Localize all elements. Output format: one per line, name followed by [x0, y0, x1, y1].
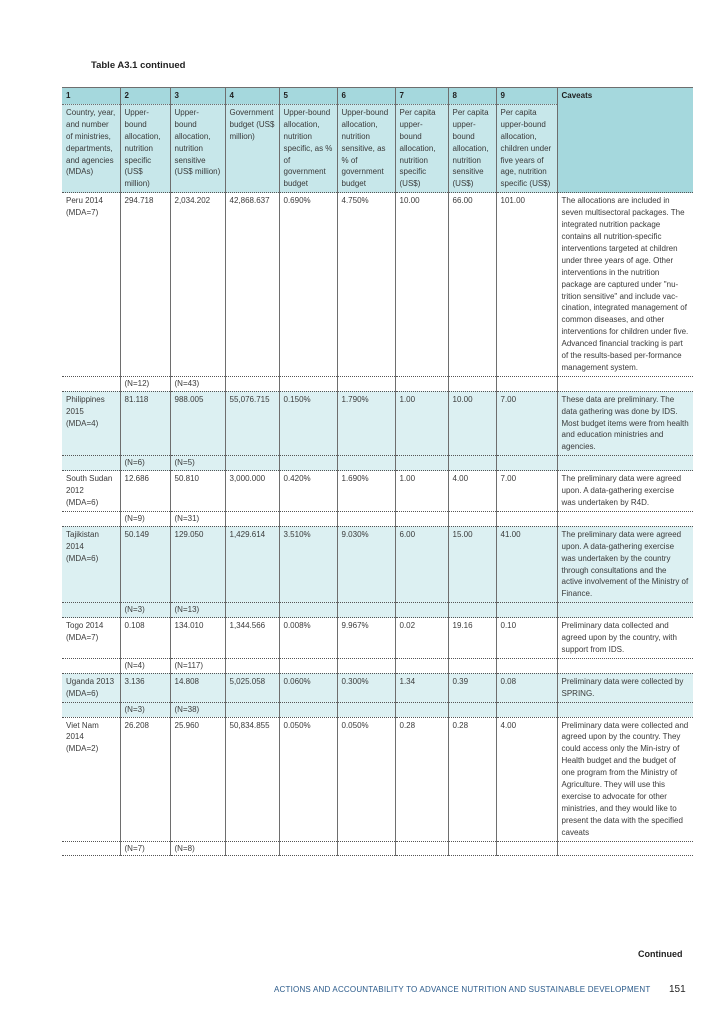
- value-cell: 9.967%: [337, 618, 395, 659]
- column-number: 3: [170, 88, 225, 105]
- value-cell: 81.118: [120, 391, 170, 456]
- value-cell: 0.150%: [279, 391, 337, 456]
- value-cell: 0.08: [496, 673, 557, 702]
- count-cell: (N=6): [120, 456, 170, 471]
- country-cell: Tajikistan 2014 (MDA=6): [62, 526, 120, 602]
- country-cell: Philippines 2015 (MDA=4): [62, 391, 120, 456]
- value-cell: 0.690%: [279, 193, 337, 377]
- count-cell: (N=117): [170, 658, 225, 673]
- value-cell: 1.34: [395, 673, 448, 702]
- country-cell: Viet Nam 2014 (MDA=2): [62, 717, 120, 841]
- value-cell: 4.00: [448, 471, 496, 512]
- caveat-cell: Preliminary data collected and agreed upon by the country, with support from IDS.: [557, 618, 693, 659]
- caveat-cell: The preliminary data were agreed upon. A data-gathering exercise was undertaken by R4D.: [557, 471, 693, 512]
- value-cell: 1,429.614: [225, 526, 279, 602]
- value-cell: 0.28: [395, 717, 448, 841]
- value-cell: 7.00: [496, 391, 557, 456]
- table-row: [62, 471, 693, 512]
- value-cell: 50.810: [170, 471, 225, 512]
- value-cell: 0.420%: [279, 471, 337, 512]
- value-cell: 6.00: [395, 526, 448, 602]
- value-cell: 101.00: [496, 193, 557, 377]
- value-cell: 4.00: [496, 717, 557, 841]
- count-cell: (N=43): [170, 376, 225, 391]
- column-number: 4: [225, 88, 279, 105]
- caveat-cell: The allocations are included in seven multisectoral packages. The integrated nutrition package contains all nutrition-specific interventions targeted at children under three years of age. Other interventions in the nutrition package are captured under "nu-trition sensitive" and include vac-cination, integrated management of common diseases, and other interventions for children under five. Advanced financial tracking is part of the results-based per-formance management system.: [557, 193, 693, 377]
- column-description-row: [62, 104, 693, 192]
- data-table: [62, 87, 693, 856]
- value-cell: 19.16: [448, 618, 496, 659]
- value-cell: 66.00: [448, 193, 496, 377]
- column-number: 7: [395, 88, 448, 105]
- table-row: [62, 618, 693, 659]
- column-number: 1: [62, 88, 120, 105]
- count-row: [62, 376, 693, 391]
- value-cell: 4.750%: [337, 193, 395, 377]
- count-row: [62, 456, 693, 471]
- column-description: Upper-bound allocation, nutrition sensitive, as % of government budget: [337, 104, 395, 192]
- count-cell: (N=9): [120, 511, 170, 526]
- value-cell: 1.790%: [337, 391, 395, 456]
- count-cell: (N=13): [170, 603, 225, 618]
- caveat-cell: Preliminary data were collected and agreed upon by the country. They could access only the Min-istry of Health budget and the budget of one program from the Ministry of Agriculture. They will use this exercise to advocate for other ministries, and they would like to present the data with the specified caveats: [557, 717, 693, 841]
- country-cell: South Sudan 2012 (MDA=6): [62, 471, 120, 512]
- caveats-description: [557, 104, 693, 192]
- column-description: Per capita upper-bound allocation, nutrition sensitive (US$): [448, 104, 496, 192]
- value-cell: 5,025.058: [225, 673, 279, 702]
- column-description: Country, year, and number of ministries, departments, and agencies (MDAs): [62, 104, 120, 192]
- value-cell: 0.28: [448, 717, 496, 841]
- count-cell: (N=3): [120, 603, 170, 618]
- count-cell: (N=12): [120, 376, 170, 391]
- value-cell: 9.030%: [337, 526, 395, 602]
- value-cell: 1.00: [395, 471, 448, 512]
- count-cell: (N=3): [120, 702, 170, 717]
- column-number: 8: [448, 88, 496, 105]
- value-cell: 0.10: [496, 618, 557, 659]
- column-description: Upper-bound allocation, nutrition sensitive (US$ million): [170, 104, 225, 192]
- value-cell: 55,076.715: [225, 391, 279, 456]
- count-row: [62, 658, 693, 673]
- column-description: Per capita upper-bound allocation, nutrition specific (US$): [395, 104, 448, 192]
- value-cell: 0.300%: [337, 673, 395, 702]
- value-cell: 12.686: [120, 471, 170, 512]
- value-cell: 15.00: [448, 526, 496, 602]
- column-number: 6: [337, 88, 395, 105]
- caveats-header: Caveats: [557, 88, 693, 105]
- value-cell: 1.00: [395, 391, 448, 456]
- value-cell: 988.005: [170, 391, 225, 456]
- count-cell: (N=5): [170, 456, 225, 471]
- caveat-cell: The preliminary data were agreed upon. A data-gathering exercise was undertaken by the country through consultations and the active involvement of the Ministry of Finance.: [557, 526, 693, 602]
- caveat-cell: Preliminary data were collected by SPRING.: [557, 673, 693, 702]
- count-row: [62, 702, 693, 717]
- value-cell: 41.00: [496, 526, 557, 602]
- value-cell: 0.008%: [279, 618, 337, 659]
- value-cell: 0.050%: [337, 717, 395, 841]
- column-number: 2: [120, 88, 170, 105]
- country-cell: Peru 2014 (MDA=7): [62, 193, 120, 377]
- country-cell: Uganda 2013 (MDA=6): [62, 673, 120, 702]
- value-cell: 7.00: [496, 471, 557, 512]
- column-description: Upper-bound allocation, nutrition specific (US$ million): [120, 104, 170, 192]
- count-cell: (N=8): [170, 841, 225, 856]
- value-cell: 2,034.202: [170, 193, 225, 377]
- column-number-row: [62, 88, 693, 105]
- value-cell: 42,868.637: [225, 193, 279, 377]
- value-cell: 129.050: [170, 526, 225, 602]
- value-cell: 134.010: [170, 618, 225, 659]
- table-row: [62, 526, 693, 602]
- value-cell: 10.00: [448, 391, 496, 456]
- column-description: Government budget (US$ million): [225, 104, 279, 192]
- value-cell: 0.39: [448, 673, 496, 702]
- value-cell: 10.00: [395, 193, 448, 377]
- value-cell: 50,834.855: [225, 717, 279, 841]
- value-cell: 0.02: [395, 618, 448, 659]
- count-row: [62, 511, 693, 526]
- running-head: ACTIONS AND ACCOUNTABILITY TO ADVANCE NUTRITION AND SUSTAINABLE DEVELOPMENT: [274, 985, 651, 994]
- count-cell: (N=38): [170, 702, 225, 717]
- table-row: [62, 391, 693, 456]
- value-cell: 0.108: [120, 618, 170, 659]
- table-title: Table A3.1 continued: [91, 60, 186, 71]
- value-cell: 25.960: [170, 717, 225, 841]
- count-row: [62, 603, 693, 618]
- value-cell: 294.718: [120, 193, 170, 377]
- table-row: [62, 717, 693, 841]
- table-row: [62, 193, 693, 377]
- count-cell: (N=4): [120, 658, 170, 673]
- country-cell: Togo 2014 (MDA=7): [62, 618, 120, 659]
- value-cell: 1.690%: [337, 471, 395, 512]
- value-cell: 3,000.000: [225, 471, 279, 512]
- table-row: [62, 673, 693, 702]
- column-number: 5: [279, 88, 337, 105]
- value-cell: 0.060%: [279, 673, 337, 702]
- value-cell: 26.208: [120, 717, 170, 841]
- value-cell: 1,344.566: [225, 618, 279, 659]
- column-description: Per capita upper-bound allocation, children under five years of age, nutrition specific (US$): [496, 104, 557, 192]
- value-cell: 3.510%: [279, 526, 337, 602]
- caveat-cell: These data are preliminary. The data gathering was done by IDS. Most budget items were from health and education ministries and agencies.: [557, 391, 693, 456]
- value-cell: 50.149: [120, 526, 170, 602]
- count-row: [62, 841, 693, 856]
- page-number: 151: [669, 984, 686, 995]
- count-cell: (N=7): [120, 841, 170, 856]
- column-description: Upper-bound allocation, nutrition specific, as % of government budget: [279, 104, 337, 192]
- column-number: 9: [496, 88, 557, 105]
- continued-label: Continued: [638, 949, 683, 959]
- value-cell: 3.136: [120, 673, 170, 702]
- value-cell: 14.808: [170, 673, 225, 702]
- value-cell: 0.050%: [279, 717, 337, 841]
- count-cell: (N=31): [170, 511, 225, 526]
